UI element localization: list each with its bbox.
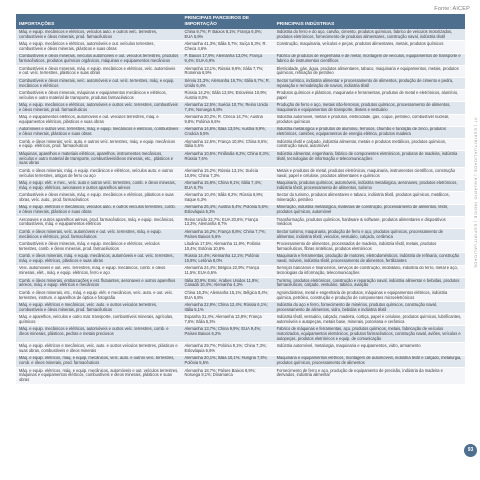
cell-partners: Alemanha 41,3%; Itália 5,7%; Suíça 5,3%; R. Checa 4,6% [181, 41, 273, 53]
table-row [16, 228, 465, 240]
side-running-text: 47 | ESPIRITUALIDADE | ANUÁRIO ÍNDICE | ESPIRITUALIDADE [473, 117, 479, 269]
cell-imports: Comb. e óleos minerais; veíc. auto. e outros veíc. terrestres, máq. e equip. mecânicos e equip. elétricos, prod. farmacêuticos [16, 138, 181, 150]
cell-partners: Alemanha 20,2%; R. Checa 14,7%; Áustria 9,8%; Polónia 6,6% [181, 114, 273, 126]
cell-imports: Comb. e óleos minerais, máq. e equip. mecânicos e elétricos, veículos auto. e outros veículos terrestres, artigos de ferro ou aço [16, 168, 181, 180]
cell-imports: Comb. e óleos minerais, etc., máq. e equip. elét. e mecânicos, veíc. auto. e out. veíc. terrestres, instrum. e aparelhos de óptica e fotografia [16, 289, 181, 301]
cell-industries: Sector turístico, indústria alimentar e processamento de alimentos, produção de cimento e pedra, reparação e remodelação de navios, indústria têxtil [274, 77, 465, 89]
cell-partners: Rússia 14,4%; Alemanha 12,1%; Polónia 10,8%; Letónia 8,0% [181, 253, 273, 265]
table-row [16, 253, 465, 265]
cell-partners: Alemanha 20,1%; Itália 10,1%; Hungria 7,5%; Polónia 5,5% [181, 355, 273, 367]
table-row [16, 29, 465, 41]
cell-industries: Serviços bancários e financeiros, serviços de construção, imobiliário, indústria do ferro, metal e aço, tecnologias da informação, telecomunicações [274, 265, 465, 277]
cell-partners: P. Baixos 17,9%; Alemanha 13,0%; França 9,4%; EUA 6,9% [181, 53, 273, 65]
cell-partners: Alemanha 29,7%; Polónia 9,1%; China 7,3%; Eslováquia 6,6% [181, 343, 273, 355]
cell-imports: Combustíveis e óleos minerais, máq. e equip. mecânicos e elétricos, plásticos e suas obras, veíc. auto., prod. farmacêuticos [16, 192, 181, 204]
cell-partners: Reino Unido 22,7%; EUA 20,6%; França 13,3%; Alemanha 8,7% [181, 216, 273, 228]
imports-table [16, 14, 465, 385]
page-number: 93 [464, 444, 477, 457]
cell-industries: Indústria têxtil, vestuário, calçado, madeira, cortiça, papel e celulose, produtos químicos, lubrificantes, automóveis e autopeças, metais base, minerais, porcelana e cerâmica [274, 314, 465, 326]
cell-imports: Automóveis e outros veíc. terrestres, máq. e equip. mecânicos e elétricos, combustíveis e óleos minerais, plásticos e suas obras [16, 126, 181, 138]
table-header-row [16, 14, 465, 29]
table-row [16, 77, 465, 89]
cell-imports: Máq. e equip. mecânicos e elétricos, automóveis e outros veíc. terrestres, comb. e óleos minerais, plásticos, pedras e metais preciosos [16, 326, 181, 343]
cell-industries: Fabrico de máquinas e ferramentas, aço, produtos químicos, metais, fabricação de veículos motorizados, equipamentos eletrónicos, produtos farmacêuticos, construção naval, aviões, veículos e autopeças, produtos eletrónicos e equip. de comunicação [274, 326, 465, 343]
cell-imports: Aeronaves e outros aparelhos aéreos, prod. farmacêuticos, máq. e equip. mecânicos, combustíveis, máq. e equipamentos elétricos [16, 216, 181, 228]
cell-partners: Rússia 14,2%; Itália 12,5%; Eslovénia 10,9%; Áustria 8,0% [181, 90, 273, 102]
table-row [16, 53, 465, 65]
cell-imports: Combustíveis e óleos minerais, veíc. automóveis e out. veíc. terrestres, máq. e equip. mecânicos e elétricos [16, 77, 181, 89]
table-row [16, 314, 465, 326]
cell-partners: Alemanha 22,9%; China 12,4%; Rússia 6,1%; Itália 5,1% [181, 302, 273, 314]
cell-industries: Processamento de alimentos, processados de madeira, indústria têxtil, metais, produtos farmacêuticos, fibras sintéticas, produtos eletrónicos [274, 241, 465, 253]
cell-imports: Máquinas, aparelhos e materiais elétricos, aparelhos, instrumentos mecânicos, veículos e outro material de transporte, combustíveis/óleos minerais, etc., plásticos e suas obras [16, 151, 181, 168]
cell-partners: Alemanha 10,5%; Finlândia 9,2%; China 8,3%; Rússia 7,6% [181, 151, 273, 168]
cell-partners: China 16,3%; Alemanha 15,1%; Bélgica 8,4%; EUA 6,8% [181, 289, 273, 301]
cell-imports: Máq. e aparelhos, veículos e outro mat. transporte, combustíveis minerais, agrícolas, químicos [16, 314, 181, 326]
table-row [16, 355, 465, 367]
table-row [16, 180, 465, 192]
cell-partners: Alemanha 10,4%; Itália 8,2%; Rússia 6,8%; Iraque 6,3% [181, 192, 273, 204]
cell-partners: Alemanha 12,6%; França 10,8%; China 8,6%; Itália 6,6% [181, 138, 273, 150]
cell-partners: Alemanha 13,7%; China 9,9%; EUA 9,4%; Países Baixos 6,2% [181, 326, 273, 343]
table-row [16, 90, 465, 102]
cell-partners: Alemanha 12,5%; Suécia 10,7%; Reino Unido 7,4%; Noruega 5,8% [181, 102, 273, 114]
cell-imports: Máq. e equip. elétricos e mecânicos, veículos auto. e outros veículos terrestres, comb. e óleos minerais, plásticos e suas obras [16, 204, 181, 216]
cell-industries: Indústria metalúrgica e produtos de alumínio, ferrosos, chumbo e fundição de zinco, produtos eletrónicos, camiões, equipamentos de energia elétrica, produtos madeira [274, 126, 465, 138]
cell-industries: Indústria têxtil e calçado, indústria alimentar, metais e produtos metálicos, produtos químicos, construção naval, automóvel [274, 138, 465, 150]
cell-industries: Construção, maquinaria, veículos e peças, produtos alimentares, metais, produtos químicos [274, 41, 465, 53]
cell-industries: Indústria automóvel, metais e produtos, eletricidade, gás, coque, petróleo, combustível nuclear, produtos químicos [274, 114, 465, 126]
col-header-imports: IMPORTAÇÕES [16, 14, 181, 29]
table-row [16, 65, 465, 77]
cell-partners: Espanha 31,4%; Alemanha 13,8%; França 7,6%; Itália 5,3% [181, 314, 273, 326]
cell-imports: Comb. e óleos minerais, veíc. automóveis e out. veíc. terrestres, máq. e equip. mecânicos e elétricos, prod. farmacêuticos [16, 228, 181, 240]
cell-imports: Máq. e equip. mecânicos e elétricos, automóveis e out. veículos terrestres, combustíveis e óleos minerais, plásticos e suas obras [16, 41, 181, 53]
cell-imports: Combustíveis e óleos minerais, máquinas e equipamentos mecânicos e elétricos, veículos e outro material de transporte, produtos farmacêuticos [16, 90, 181, 102]
cell-industries: Indústria do ferro e do aço, carvão, cimento, produtos químicos, fabrico de veículos motorizados, produtos eletrónicos, fornecimento de produtos alimentares, construção naval, indústria têxtil [274, 29, 465, 41]
cell-partners: Itália 20,9%; Emir. Árabes Unidos 11,8%; Canadá 10,4%; Alemanha 4,3% [181, 277, 273, 289]
cell-imports: Combustíveis e óleos minerais, máq. e equip. mecânicos e elétricos, veículos terrestres, comb. e óleos minerais, prod. farmacêuticos [16, 241, 181, 253]
cell-partners: Alemanha 16,2%; França 8,8%; China 7,7%; Países Baixos 5,6% [181, 228, 273, 240]
cell-industries: Mineração, indústria metalúrgica, materiais de construção, processamento de alimentos, têxtil, produtos químicos, automóvel [274, 204, 465, 216]
table-row [16, 216, 465, 228]
table-row [16, 168, 465, 180]
cell-imports: Máq. e equip. elét. e mec., veíc. auto e outros veíc. terrestres, comb. e óleos minerais, máq. e equip. elétricos, aeronaves e outros aparelhos aéreos [16, 180, 181, 192]
table-row [16, 138, 465, 150]
table-row [16, 326, 465, 343]
cell-industries: Eletricidade, gás, água, produtos alimentares, tabaco, maquinaria e equipamentos, metais, produtos químicos, refinação de petróleo [274, 65, 465, 77]
cell-partners: Alemanha 14,6%; Itália 13,5%; Áustria 9,9%; Croácia 5,5% [181, 126, 273, 138]
cell-industries: Sector do turismo, produtos alimentares e tabaco, indústria têxtil, produtos químicos, metálicos, mineração, petróleo [274, 192, 465, 204]
cell-imports: Combustíveis e óleos minerais, veículos automóveis e out. veículos terrestres, produtos farmacêuticos, produtos químicos orgânicos, máquinas e equipamentos mecânicos [16, 53, 181, 65]
cell-industries: Fornecimento de ferro e aço, produção de equipamento de precisão, indústria da madeira e derivados, indústria alimentar [274, 367, 465, 384]
cell-partners: Sérvia 21,3%; Alemanha 16,7%; Itália 6,7%; R. Unido 6,4% [181, 77, 273, 89]
cell-partners: Alemanha 26,4%; Áustria 6,4%; Polónia 5,6%; Eslováquia 5,3% [181, 204, 273, 216]
cell-industries: Sector turismo, maquinaria, produção de ferro e aço, produtos químicos, processamento de alimentos, indústria têxtil, veículos, vestuário, calçado, cerâmica [274, 228, 465, 240]
cell-imports: Comb. e óleos minerais, embarcações e est. flutuantes, aeronaves e outros aparelhos aéreos, máq. e equip. elétricos e mecânicos [16, 277, 181, 289]
cell-industries: Indústria do aço e ferro, fornecimento de minérios, produtos químicos, construção naval, processamento de alimentos, vidro, bebidas e indústria têxtil [274, 302, 465, 314]
cell-industries: Maquinaria e ferramentas, produção de motores, eletrodomésticos, indústria de refinaria, construção naval, móveis, indústria têxtil, processamento de alimentos, fertilizantes [274, 253, 465, 265]
table-row [16, 277, 465, 289]
col-header-industries: PRINCIPAIS INDÚSTRIAS [274, 14, 465, 29]
cell-imports: Máq. e equip. elétricos, máq. e equip. mecânicos, veíc. auto. e outros veíc. terrestres, comb. e óleos minerais, prod. farmacêuticos [16, 355, 181, 367]
cell-imports: Veíc. automóveis e out. veíc. terrestres, máq. e equip. mecânicos, comb. e óleos minerais, elét., máq. e equip. elétricos, ferro e aço [16, 265, 181, 277]
side-running-header [471, 110, 479, 350]
table-row [16, 114, 465, 126]
cell-industries: Fabrico de produtos de engenharia e de metal, montagem de veículos, equipamentos de transporte e fabrico de instrumentos científicos [274, 53, 465, 65]
table-row [16, 126, 465, 138]
table-row [16, 343, 465, 355]
cell-industries: Indústria alimentar, engenharia, fabrico de componentes eletrónicos, produtos de madeira, indústria têxtil, tecnologias de informação e telecomunicações [274, 151, 465, 168]
cell-industries: Maquinaria e equipamentos elétricos, montagem de automóveis, indústria têxtil e calçado, metalurgia, produtos químicos, processamento de alimentos [274, 355, 465, 367]
cell-imports: Máq. e equip. elétricos, máq. e equip. mecânicos, automóveis e out. veículos terrestres, máquinas e equipamentos elétricos, combustíveis e óleos minerais, plásticos e suas obras [16, 367, 181, 384]
cell-imports: Máq. e equip. elétricos e mecânicos, veíc. auto. e outros veículos terrestres, combustíveis e óleos minerais, prod. farmacêuticos [16, 302, 181, 314]
cell-partners: Lituânia 17,5%; Alemanha 11,9%; Polónia 10,4%; Estónia 10,8% [181, 241, 273, 253]
table-row [16, 302, 465, 314]
cell-imports: Combustíveis e óleos minerais, máq. e equip. mecânicos e elétricos, veíc. automóveis e out. veíc. terrestres, plásticos e suas obras [16, 65, 181, 77]
table-body [16, 29, 465, 384]
table-row [16, 265, 465, 277]
table-row [16, 151, 465, 168]
cell-partners: Alemanha 18,7%; Países Baixos 8,9%; Noruega 8,1%; Dinamarca [181, 367, 273, 384]
cell-industries: Turismo, produtos eletrónicos, construção e reparação naval, indústria alimentar e bebidas, produtos farmacêuticos, calçado, vestuário, tabaco, aviação [274, 277, 465, 289]
table-row [16, 289, 465, 301]
cell-industries: Indústria automóvel, metalurgia, maquinaria e equipamentos, vidro, armamento [274, 343, 465, 355]
cell-industries: Agroindústrias, metal e engenharia de produtos, máquinas e equipamentos elétricos, indústria química, petróleo, construção e produção de componentes microeletrónicos [274, 289, 465, 301]
table-row [16, 192, 465, 204]
cell-imports: Comb. e óleos minerais, máq. e equip. mecânicos, automóveis e out. veíc. terrestres, máq. e equip. elétricos, plásticos e suas obras [16, 253, 181, 265]
cell-partners: Alemanha 13,1%; Rússia 9,9%; Itália 7,7%; Roménia 6,9% [181, 65, 273, 77]
cell-partners: China 9,7%; P. Baixos 8,1%; França 6,0%; EUA 5,9% [181, 29, 273, 41]
table-row [16, 102, 465, 114]
table-row [16, 204, 465, 216]
cell-imports: Máq. e equipamentos elétricos, automóveis e out. veículos terrestres, máq. e equipamentos elétricos, plásticos e suas obras [16, 114, 181, 126]
cell-imports: Máq. e equip. mecânicos e elétricos, veículos auto. e outros veíc. terrestres, combustíveis e óleos minerais, prod. farmacêuticos [16, 29, 181, 41]
cell-partners: Alemanha 15,8%; China 9,1%; Itália 7,4%; EUA 6,7% [181, 180, 273, 192]
cell-partners: Alemanha 15,2%; Rússia 13,1%; Suécia 10,9%; China 7,3% [181, 168, 273, 180]
cell-industries: Transformação, produtos químicos, hardware & software, produtos alimentares e dispositivos médicos [274, 216, 465, 228]
cell-industries: Produtos químicos e plásticos, maquinaria e ferramentas, produtos de metal e eletrónicos, alumínio, papel [274, 90, 465, 102]
source-note: Fonte: AICEP [434, 6, 470, 12]
cell-partners: Alemanha 24,4%; Bélgica 22,9%; França 11,5%; EUA 6,6% [181, 265, 273, 277]
table-row [16, 241, 465, 253]
cell-industries: Produção de ferro e aço, metais não-ferrosos, produtos químicos, processamento de alimentos, maquinaria e equipamentos de transporte, têxteis e vestuário [274, 102, 465, 114]
cell-imports: Máq. e equip. elétricos e mecânicos, veíc. auto. e outros veículos terrestres, plásticos e suas obras, combustíveis e óleos minerais [16, 343, 181, 355]
table-row [16, 367, 465, 384]
cell-imports: Máq. e equip. mecânicos e elétricos, automóveis e outros veíc. terrestres, combustíveis e óleos minerais, prod. farmacêuticos [16, 102, 181, 114]
cell-industries: Maquinaria, produtos químicos, automóveis, indústria metalúrgica, aeronaves, produtos eletrónicos, indústria têxtil, processamento de alimentos, turismo [274, 180, 465, 192]
cell-industries: Metais e produtos de metal, produtos eletrónicos, maquinaria, instrumentos científicos, construção naval, papel e celulose, produtos alimentares e químicos [274, 168, 465, 180]
col-header-partners: PRINCIPAIS PARCEIROS DE IMPORTAÇÃO [181, 14, 273, 29]
table-row [16, 41, 465, 53]
